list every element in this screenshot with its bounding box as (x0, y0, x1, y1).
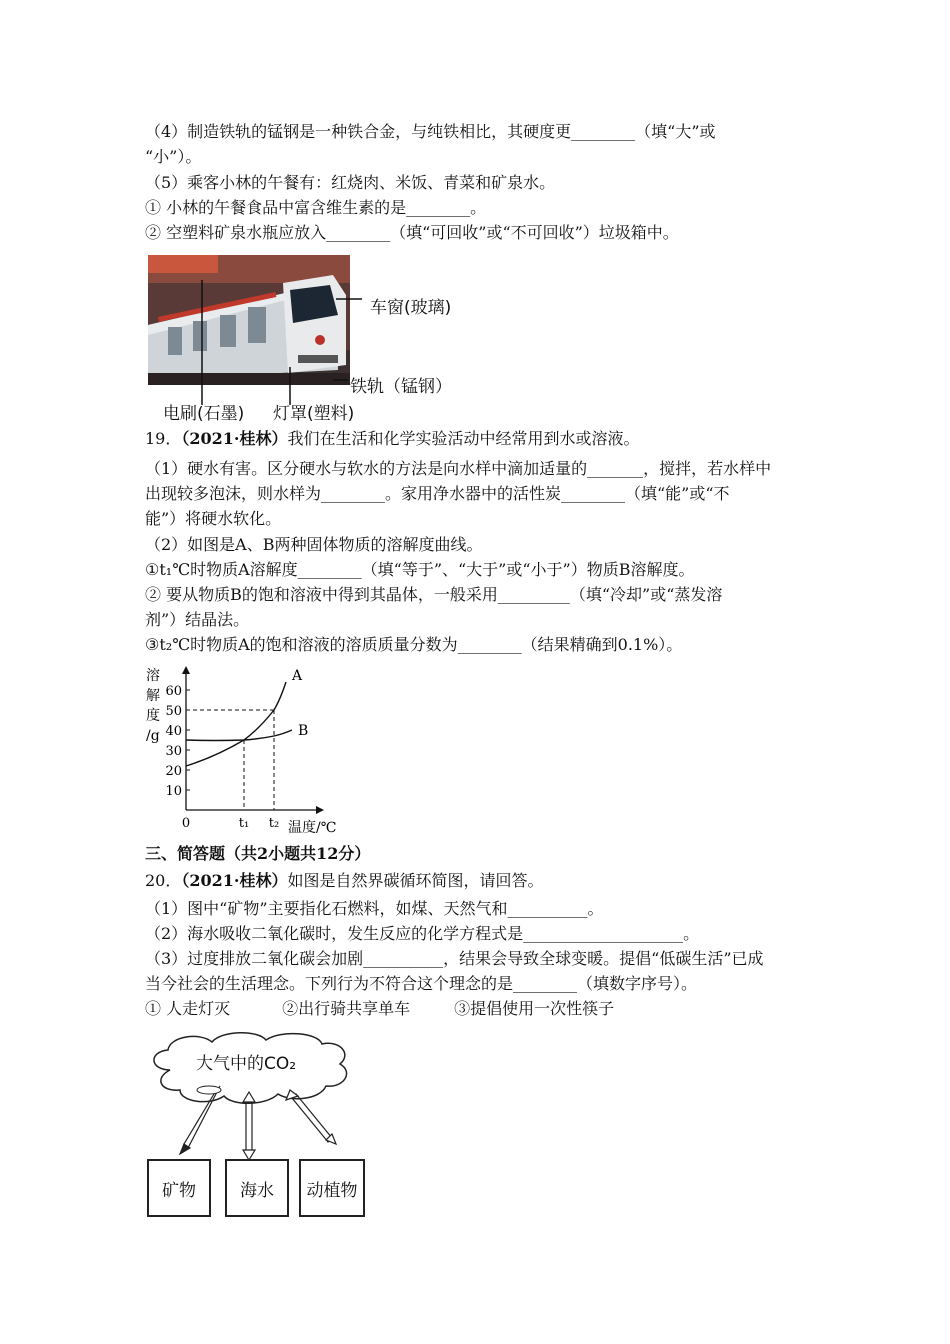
y-axis-arrow (182, 666, 190, 674)
q20-part3-line1: （3）过度排放二氧化碳会加剧__________，结果会导致全球变暖。提倡“低碳生活”已成 (145, 949, 764, 968)
y-tick-label: 60 (165, 684, 182, 699)
q18-part4-line1: （4）制造铁轨的锰钢是一种铁合金，与纯铁相比，其硬度更________（填“大”或 (145, 122, 716, 141)
label-brush: 电刷(石墨) (163, 404, 245, 424)
q20-part2: （2）海水吸收二氧化碳时，发生反应的化学方程式是____________________。 (145, 924, 700, 943)
arrow-organism (292, 1094, 332, 1142)
q20-number: 20． (145, 871, 182, 890)
cloud-label: 大气中的CO₂ (196, 1054, 297, 1074)
x-axis-label: 温度/℃ (288, 820, 337, 836)
q19-stem: 我们在生活和化学实验活动中经常用到水或溶液。 (287, 429, 640, 448)
y-tick-label: 40 (165, 724, 182, 739)
q19-sub1: ①t₁℃时物质A溶解度________（填“等于”、“大于”或“小于”）物质B溶解度。 (145, 560, 695, 579)
q20-header (145, 870, 544, 892)
q19-part1-line1: （1）硬水有害。区分硬水与软水的方法是向水样中滴加适量的_______，搅拌，若水样中 (145, 459, 772, 478)
arrow-sea (246, 1100, 252, 1152)
solubility-chart (140, 660, 360, 840)
series-b-curve (186, 730, 292, 741)
q18-part4-line2: “小”）。 (145, 147, 202, 166)
series-a-label: A (292, 668, 303, 684)
x-tick-label: t₁ (238, 816, 250, 831)
q20-option1: ① 人走灯灭 (145, 999, 231, 1018)
q20-source: （2021·桂林） (181, 871, 288, 890)
q19-part1-line2: 出现较多泡沫，则水样为________。家用净水器中的活性炭________（填“能”或“不 (145, 484, 730, 503)
q20-options (145, 998, 614, 1020)
y-axis-label-char: 溶 (146, 668, 160, 684)
q20-part3-line2: 当今社会的生活理念。下列行为不符合这个理念的是________（填数字序号）。 (145, 974, 698, 993)
q18-sub2: ② 空塑料矿泉水瓶应放入________（填“可回收”或“不可回收”）垃圾箱中。 (145, 223, 679, 242)
y-tick-label: 10 (165, 784, 182, 799)
x-axis-arrow (316, 806, 324, 814)
box-mineral: 矿物 (147, 1159, 211, 1217)
box-seawater: 海水 (225, 1159, 289, 1217)
q19-header (145, 428, 640, 450)
q19-part1-line3: 能”）将硬水软化。 (145, 509, 282, 528)
label-lamp: 灯罩(塑料) (273, 404, 355, 424)
series-b-label: B (298, 723, 309, 739)
label-window: 车窗(玻璃) (370, 298, 452, 318)
y-axis-label-char: 解 (146, 688, 160, 704)
label-rail: 铁轨（锰钢） (350, 377, 452, 397)
q18-part5: （5）乘客小林的午餐有：红烧肉、米饭、青菜和矿泉水。 (145, 173, 556, 192)
q19-part2: （2）如图是A、B两种固体物质的溶解度曲线。 (145, 535, 483, 554)
q20-stem: 如图是自然界碳循环简图，请回答。 (287, 871, 544, 890)
series-a-curve (186, 682, 286, 766)
y-axis-label-char: 度 (146, 708, 160, 724)
y-tick-label: 50 (165, 704, 182, 719)
y-tick-label: 30 (165, 744, 182, 759)
q19-sub2-line2: 剂”）结晶法。 (145, 610, 250, 629)
q20-option3: ③提倡使用一次性筷子 (454, 999, 615, 1018)
q19-number: 19． (145, 429, 182, 448)
y-tick-label: 20 (165, 764, 182, 779)
x-tick-label: t₂ (268, 816, 280, 831)
q18-sub1: ① 小林的午餐食品中富含维生素的是________。 (145, 198, 487, 217)
q19-source: （2021·桂林） (181, 429, 288, 448)
q19-sub3: ③t₂℃时物质A的饱和溶液的溶质质量分数为________（结果精确到0.1%）。 (145, 635, 683, 654)
q19-sub2-line1: ② 要从物质B的饱和溶液中得到其晶体，一般采用_________（填“冷却”或“蒸发溶 (145, 585, 723, 604)
origin-label: 0 (181, 816, 191, 831)
q20-part1: （1）图中“矿物”主要指化石燃料，如煤、天然气和__________。 (145, 899, 604, 918)
q20-option2: ②出行骑共享单车 (282, 999, 411, 1018)
box-organisms: 动植物 (299, 1159, 365, 1217)
y-axis-label-char: /g (146, 728, 160, 744)
section3-title: 三、简答题（共2小题共12分） (145, 844, 371, 863)
